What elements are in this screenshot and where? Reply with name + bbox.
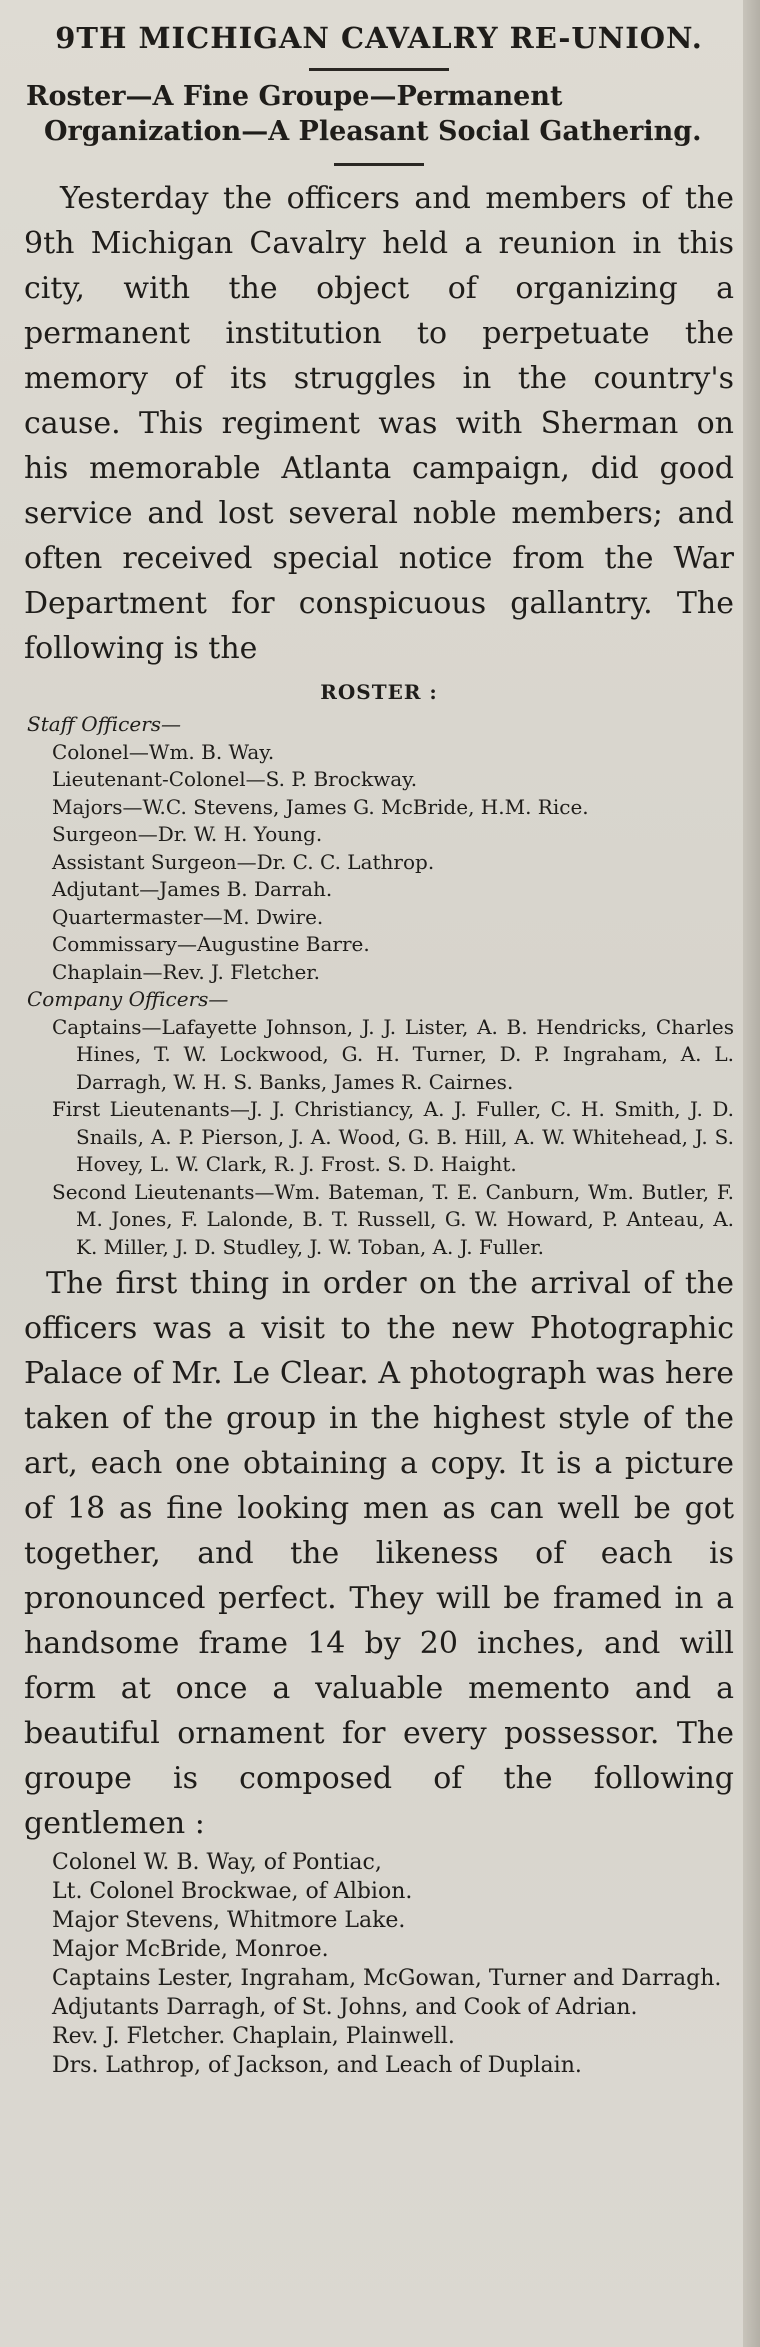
roster-title: ROSTER :	[320, 680, 438, 704]
roster-entry: Quartermaster—M. Dwire.	[52, 904, 324, 929]
divider	[309, 68, 449, 71]
roster-entry: Adjutant—James B. Darrah.	[52, 877, 333, 901]
roster-entry: Captains—Lafayette Johnson, J. J. Lister, A. B. Hendricks, Charles Hines, T. W. Lockwood, G. H. Turner, D. P. Ingraham, A. L. Darragh, W. H. S. Banks, James R. Cairnes.	[52, 1014, 734, 1094]
roster-entry: Chaplain—Rev. J. Fletcher.	[52, 959, 321, 984]
gentlemen-list	[24, 1848, 734, 2080]
roster-entry: Surgeon—Dr. W. H. Young.	[52, 822, 323, 846]
roster-entry: Commissary—Augustine Barre.	[52, 932, 370, 956]
roster-entry: Majors—W.C. Stevens, James G. McBride, H.M. Rice.	[52, 794, 589, 819]
roster-entry: Assistant Surgeon—Dr. C. C. Lathrop.	[52, 849, 435, 874]
roster-entry: Colonel—Wm. B. Way.	[52, 739, 275, 764]
roster	[24, 711, 734, 1261]
list-item: Captains Lester, Ingraham, McGowan, Turner and Darragh.	[52, 1966, 722, 1991]
list-item: Major Stevens, Whitmore Lake.	[52, 1908, 406, 1933]
list-item: Rev. J. Fletcher. Chaplain, Plainwell.	[52, 2024, 455, 2049]
roster-entry: First Lieutenants—J. J. Christiancy, A. J. Fuller, C. H. Smith, J. D. Snails, A. P. Pierson, J. A. Wood, G. B. Hill, A. W. Whitehead, J. S. Hovey, L. W. Clark, R. J. Frost. S. D. Haight.	[52, 1097, 734, 1176]
roster-entry: Second Lieutenants—Wm. Bateman, T. E. Canburn, Wm. Butler, F. M. Jones, F. Lalonde, B. T. Russell, G. W. Howard, P. Anteau, A. K. Miller, J. D. Studley, J. W. Toban, A. J. Fuller.	[52, 1179, 734, 1259]
adjacent-column-edge	[743, 0, 760, 2347]
list-item: Lt. Colonel Brockwae, of Albion.	[52, 1879, 413, 1904]
roster-entry: Lieutenant-Colonel—S. P. Brockway.	[52, 767, 418, 791]
photograph-paragraph: The first thing in order on the arrival of the officers was a visit to the new Photographic Palace of Mr. Le Clear. A photograph was here taken of the group in the highest style of the art, each one obtaining a copy. It is a picture of 18 as fine looking men as can well be got together, and the likeness of each is pronounced perfect. They will be framed in a handsome frame 14 by 20 inches, and will form at once a valuable memento and a beautiful ornament for every possessor. The groupe is composed of the following gentlemen :	[24, 1266, 734, 1841]
article-column	[24, 0, 734, 2080]
list-item: Drs. Lathrop, of Jackson, and Leach of Duplain.	[52, 2053, 582, 2078]
staff-officers-label: Staff Officers—	[27, 712, 182, 736]
list-item: Adjutants Darragh, of St. Johns, and Cook of Adrian.	[52, 1995, 638, 2020]
list-item: Major McBride, Monroe.	[52, 1937, 329, 1962]
headline: 9TH MICHIGAN CAVALRY RE-UNION.	[55, 21, 703, 55]
intro-paragraph: Yesterday the officers and members of the 9th Michigan Cavalry held a reunion in this city, with the object of organizing a permanent institution to perpetuate the memory of its struggles in the country's cause. This regiment was with Sherman on his memorable Atlanta campaign, did good service and lost several noble members; and often received special notice from the War Department for conspicuous gallantry. The following is the	[24, 181, 734, 666]
list-item: Colonel W. B. Way, of Pontiac,	[52, 1850, 382, 1875]
divider	[334, 163, 424, 166]
subheadline: Roster—A Fine Groupe—Permanent Organization—A Pleasant Social Gathering.	[26, 81, 702, 147]
company-officers-label: Company Officers—	[27, 987, 229, 1011]
